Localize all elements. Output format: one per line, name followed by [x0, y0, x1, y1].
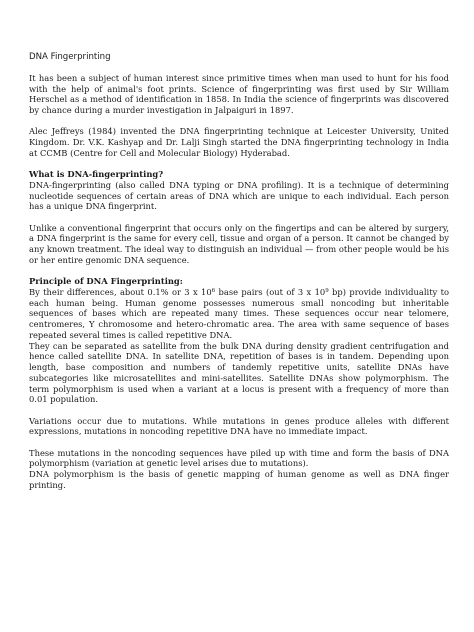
- p1-superscript-2: 9: [325, 287, 329, 294]
- p1-text-a: By their differences, about 0.1% or 3 x 10: [29, 286, 212, 297]
- p1-text-b: base pairs (out of 3 x 10: [215, 286, 326, 297]
- intro-paragraph-1: It has been a subject of human interest since primitive times when man used to hunt for his food with the help of animal's foot prints. Science of fingerprinting was first used by Sir William Herschel as a method of identification in 1858. In India the science of fingerprints was discovered by chance during a murder investigation in Jalpaiguri in 1897.: [29, 72, 449, 115]
- section2-paragraph-5: DNA polymorphism is the basis of genetic mapping of human genome as well as DNA finger printing.: [29, 469, 449, 490]
- document-title: DNA Fingerprinting: [29, 52, 111, 62]
- section2-paragraph-2: They can be separated as satellite from the bulk DNA during density gradient centrifugation and hence called satellite DNA. In satellite DNA, repetition of bases is in tandem. Depending upon length, base composition and numbers of tandemly repetitive units, satellite DNAs have subcategories like microsatellites and mini-satellites. Satellite DNAs show polymorphism. The term polymorphism is used when a variant at a locus is present with a frequency of more than 0.01 population.: [29, 340, 449, 405]
- section-heading-principle: Principle of DNA Fingerprinting:: [29, 276, 183, 286]
- section2-paragraph-1: [29, 287, 449, 341]
- intro-paragraph-2: Alec Jeffreys (1984) invented the DNA fingerprinting technique at Leicester University, United Kingdom. Dr. V.K. Kashyap and Dr. Lalji Singh started the DNA fingerprinting technology in India at CCMB (Centre for Cell and Molecular Biology) Hyderabad.: [29, 126, 449, 158]
- section1-paragraph-1: DNA-fingerprinting (also called DNA typing or DNA profiling). It is a technique of determining nucleotide sequences of certain areas of DNA which are unique to each individual. Each person has a unique DNA fingerprint.: [29, 179, 449, 212]
- section1-paragraph-2: Unlike a conventional fingerprint that occurs only on the fingertips and can be altered by surgery, a DNA fingerprint is the same for every cell, tissue and organ of a person. It cannot be changed by any known treatment. The ideal way to distinguish an individual — from other people would be his or her entire genomic DNA sequence.: [29, 222, 449, 265]
- section-heading-what-is: What is DNA-fingerprinting?: [29, 169, 164, 179]
- section2-paragraph-3: Variations occur due to mutations. While mutations in genes produce alleles with different expressions, mutations in noncoding repetitive DNA have no immediate impact.: [29, 415, 449, 437]
- p1-superscript-1: 6: [211, 287, 216, 294]
- p1-text-c: bp) provide individuality to each human being. Human genome possesses numerous small noncoding but inheritable sequences of bases which are repeated many times. These sequences occur near telomere, centromeres, Y chromosome and hetero-chromatic area. The area with same sequence of bases repeated several times is called repetitive DNA.: [29, 286, 449, 340]
- section2-paragraph-4: These mutations in the noncoding sequences have piled up with time and form the basis of DNA polymorphism (variation at genetic level arises due to mutations).: [29, 447, 449, 469]
- document-page: [29, 52, 449, 491]
